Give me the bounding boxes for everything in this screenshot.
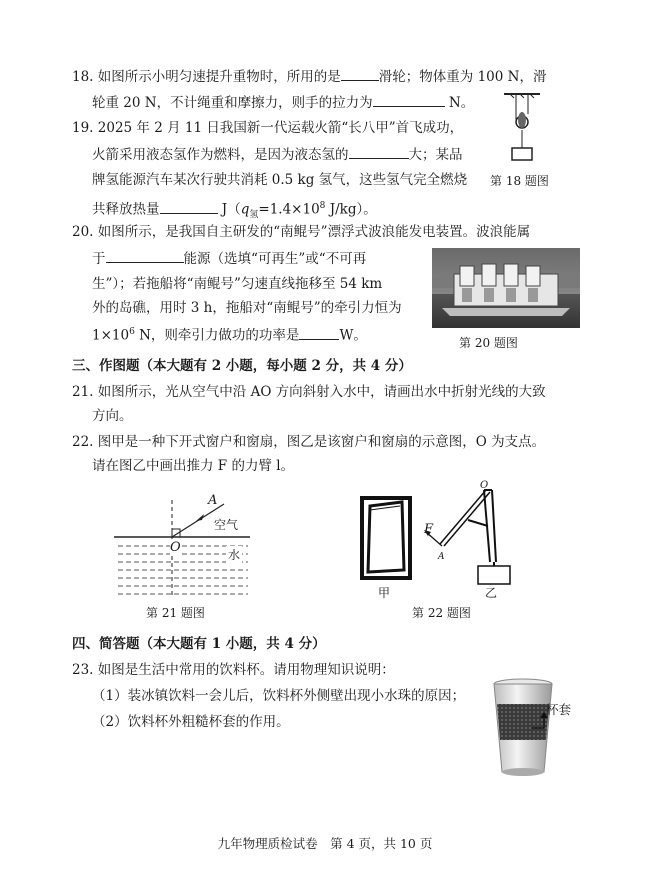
window-figure-jia xyxy=(360,496,412,580)
label-yi: 乙 xyxy=(485,586,498,600)
q22-line2: 请在图乙中画出推力 F 的力臂 l。 xyxy=(92,458,295,474)
label-O-yi: O xyxy=(480,480,489,491)
q23-line1: 23. 如图是生活中常用的饮料杯。请用物理知识说明： xyxy=(72,662,395,678)
label-O: O xyxy=(170,540,181,555)
label-F: F xyxy=(424,522,434,537)
q19-line1: 19. 2025 年 2 月 11 日我国新一代运载火箭“长八甲”首飞成功， xyxy=(72,120,464,136)
label-water: 水 xyxy=(228,548,241,562)
q20-caption: 第 20 题图 xyxy=(459,336,518,350)
q19-line3: 牌氢能源汽车某次行驶共消耗 0.5 kg 氢气，这些氢气完全燃烧 xyxy=(92,172,468,188)
q20-line3: 生”）；若拖船将“南鲲号”匀速直线拖移至 54 km xyxy=(92,276,383,292)
q22-caption: 第 22 题图 xyxy=(412,606,471,620)
section4-heading: 四、简答题（本大题有 1 小题，共 4 分） xyxy=(72,636,326,652)
q20-line4: 外的岛礁，用时 3 h，拖船对“南鲲号”的牵引力恒为 xyxy=(92,300,402,316)
q20-line2: 于 能源（选填“可再生”或“不可再 xyxy=(92,248,366,269)
q19-line4: 共释放热量 $J(q_氢=1.4\times 10^8$ J/kg）。 xyxy=(92,196,377,225)
refraction-figure xyxy=(112,490,252,600)
q19-line2: 火箭采用液态氢作为燃料，是因为液态氢的 大；某品 xyxy=(92,144,463,165)
q21-line1: 21. 如图所示，光从空气中沿 AO 方向斜射入水中，请画出水中折射光线的大致 xyxy=(72,384,546,400)
label-jia: 甲 xyxy=(378,586,391,600)
q18-line2: 轮重 20 N，不计绳重和摩擦力，则手的拉力为 N。 xyxy=(92,92,474,113)
q22-line1: 22. 图甲是一种下开式窗户和窗扇，图乙是该窗户和窗扇的示意图，O 为支点。 xyxy=(72,434,546,450)
q21-caption: 第 21 题图 xyxy=(146,606,205,620)
q20-line5: $1\times 10^6$ N，则牵引力做功的功率是 W。 xyxy=(92,322,367,346)
label-A-yi: A xyxy=(438,552,445,562)
label-sleeve: 杯套 xyxy=(546,702,572,717)
q20-line1: 20. 如图所示，是我国自主研发的“南鲲号”漂浮式波浪能发电装置。波浪能属 xyxy=(72,224,531,240)
q23-sub1: （1）装冰镇饮料一会儿后，饮料杯外侧壁出现小水珠的原因； xyxy=(92,688,466,704)
wave-energy-photo xyxy=(432,248,580,328)
label-air: 空气 xyxy=(214,518,239,532)
section3-heading: 三、作图题（本大题有 2 小题，每小题 2 分，共 4 分） xyxy=(72,358,412,374)
q23-sub2: （2）饮料杯外粗糙杯套的作用。 xyxy=(92,714,290,730)
window-figure-yi xyxy=(420,480,530,595)
label-A: A xyxy=(208,493,218,508)
page-footer: 九年物理质检试卷 第 4 页，共 10 页 xyxy=(217,836,433,851)
pulley-figure xyxy=(500,92,546,166)
q18-caption: 第 18 题图 xyxy=(490,174,549,188)
q21-line2: 方向。 xyxy=(92,408,133,424)
q18-line1: 18. 如图所示小明匀速提升重物时，所用的是 滑轮；物体重为 100 N，滑 xyxy=(72,66,546,87)
